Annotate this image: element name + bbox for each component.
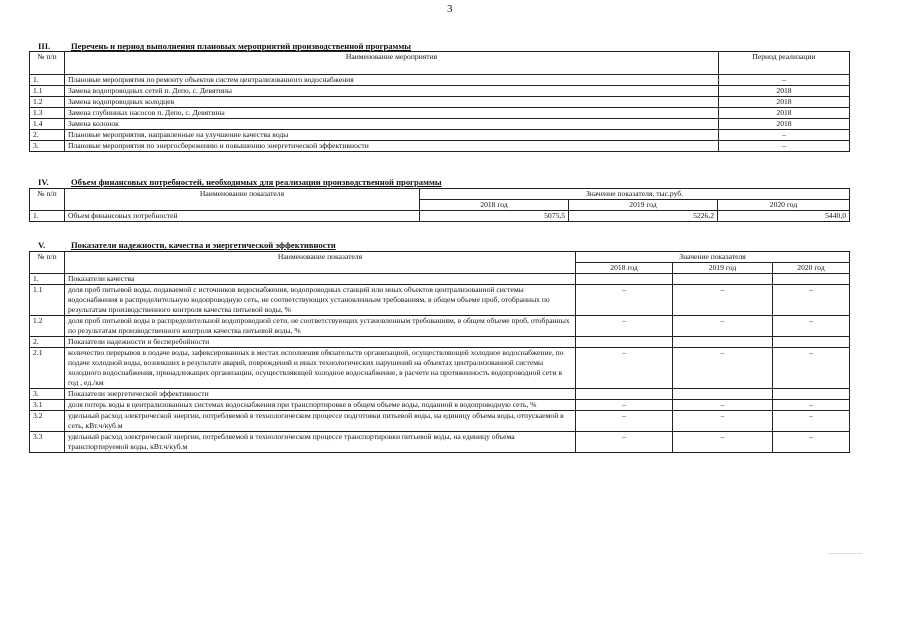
value-2020: – xyxy=(773,400,850,411)
indicator-name: удельный расход электрической энергии, потребляемой в технологическом процессе транспортировки питьевой воды, на единицу объема транспортируемой воды, кВт.ч/куб.м xyxy=(65,432,576,453)
value-2018 xyxy=(576,274,673,285)
row-number: 1.4 xyxy=(30,119,65,130)
value-2019: – xyxy=(673,316,773,337)
period-value: – xyxy=(719,141,850,152)
value-2018: – xyxy=(576,432,673,453)
header-2019: 2019 год xyxy=(673,263,773,274)
table-row xyxy=(30,108,850,119)
section4-title xyxy=(38,177,442,187)
table-row xyxy=(30,130,850,141)
plan-measures-table xyxy=(29,51,850,152)
table-row xyxy=(30,86,850,97)
value-2018: – xyxy=(576,348,673,389)
measure-name: Плановые мероприятия, направленные на улучшение качества воды xyxy=(65,130,719,141)
indicator-name: Показатели качества xyxy=(65,274,576,285)
period-value: 2018 xyxy=(719,97,850,108)
row-number: 1. xyxy=(30,274,65,285)
value-2019: – xyxy=(673,285,773,316)
row-number: 1.1 xyxy=(30,86,65,97)
table-header-row xyxy=(30,52,850,75)
value-2019 xyxy=(673,274,773,285)
measure-name: Плановые мероприятия по энергосбережению и повышению энергетической эффективности xyxy=(65,141,719,152)
table-row xyxy=(30,432,850,453)
row-number: 2. xyxy=(30,337,65,348)
section4-number: IV. xyxy=(38,177,49,187)
value-2019: – xyxy=(673,432,773,453)
header-2018: 2018 год xyxy=(576,263,673,274)
table-row xyxy=(30,389,850,400)
header-period: Период реализации xyxy=(719,52,850,75)
period-value: 2018 xyxy=(719,119,850,130)
value-2020: – xyxy=(773,285,850,316)
table-row xyxy=(30,316,850,337)
period-value: – xyxy=(719,75,850,86)
row-number: 3. xyxy=(30,389,65,400)
value-2020: – xyxy=(773,432,850,453)
table-row xyxy=(30,337,850,348)
table-row xyxy=(30,97,850,108)
indicator-name: доля проб питьевой воды, подаваемой с источников водоснабжения, водопроводных станций или иных объектов централизованной системы водоснабжения в распределительную водопроводную сеть, не соответствующих установленным требованиям, в общем объеме проб, отобранных по результатам производственного контроля качества питьевой воды, % xyxy=(65,285,576,316)
value-2018: – xyxy=(576,411,673,432)
value-2019 xyxy=(673,389,773,400)
row-number: 3.3 xyxy=(30,432,65,453)
header-value: Значение показателя xyxy=(576,252,850,263)
measure-name: Замена глубинных насосов п. Депо, с. Девятины xyxy=(65,108,719,119)
header-num: № п/п xyxy=(30,252,65,274)
value-2018 xyxy=(576,389,673,400)
row-number: 1.3 xyxy=(30,108,65,119)
value-2018: 5075,5 xyxy=(420,211,569,222)
header-name: Наименование показателя xyxy=(65,252,576,274)
header-2018: 2018 год xyxy=(420,200,569,211)
header-2020: 2020 год xyxy=(773,263,850,274)
indicator-name: Объем финансовых потребностей xyxy=(65,211,420,222)
section3-title xyxy=(38,41,411,51)
table-row xyxy=(30,348,850,389)
indicator-name: количество перерывов в подаче воды, зафиксированных в местах исполнения обязательств организацией, осуществляющей холодное водоснабжение, по подаче холодной воды, возникших в результате аварий, повреждений и иных технологических нарушений на объектах централизованной системы холодного водоснабжения, принадлежащих организации, осуществляющей холодное водоснабжение, в расчете на протяженность водопроводной сети в год , ед./км xyxy=(65,348,576,389)
measure-name: Замена колонок xyxy=(65,119,719,130)
row-number: 3. xyxy=(30,141,65,152)
value-2018: – xyxy=(576,400,673,411)
table-header-row xyxy=(30,252,850,263)
table-row xyxy=(30,211,850,222)
indicators-table xyxy=(29,251,850,453)
page-number: 3 xyxy=(447,3,453,15)
section5-title-text: Показатели надежности, качества и энергетической эффективности xyxy=(71,240,336,250)
header-num: № п/п xyxy=(30,52,65,75)
row-number: 3.1 xyxy=(30,400,65,411)
value-2020: 5440,0 xyxy=(718,211,850,222)
value-2020: – xyxy=(773,411,850,432)
table-row xyxy=(30,119,850,130)
table-header-row xyxy=(30,189,850,200)
section5-title xyxy=(38,240,336,250)
value-2019: – xyxy=(673,400,773,411)
header-name: Наименование мероприятия xyxy=(65,52,719,75)
row-number: 2.1 xyxy=(30,348,65,389)
indicator-name: Показатели энергетической эффективности xyxy=(65,389,576,400)
measure-name: Замена водопроводных колодцев xyxy=(65,97,719,108)
table-row xyxy=(30,75,850,86)
section5-number: V. xyxy=(38,240,46,250)
financial-needs-table xyxy=(29,188,850,222)
value-2019: 5226,2 xyxy=(569,211,718,222)
header-value: Значение показателя, тыс.руб. xyxy=(420,189,850,200)
section3-title-text: Перечень и период выполнения плановых мероприятий производственной программы xyxy=(71,41,411,51)
table-row xyxy=(30,411,850,432)
indicator-name: удельный расход электрической энергии, потребляемой в технологическом процессе подготовки питьевой воды, на единицу объема воды, отпускаемой в сеть, кВт.ч/куб.м xyxy=(65,411,576,432)
table-row xyxy=(30,141,850,152)
value-2018: – xyxy=(576,285,673,316)
table-row xyxy=(30,400,850,411)
value-2019: – xyxy=(673,411,773,432)
value-2019: – xyxy=(673,348,773,389)
value-2019 xyxy=(673,337,773,348)
table-row xyxy=(30,285,850,316)
scan-artifact xyxy=(828,553,862,554)
header-2020: 2020 год xyxy=(718,200,850,211)
table-row xyxy=(30,274,850,285)
section3-number: III. xyxy=(38,41,51,51)
period-value: 2018 xyxy=(719,108,850,119)
row-number: 1.1 xyxy=(30,285,65,316)
measure-name: Плановые мероприятия по ремонту объектов систем централизованного водоснабжения xyxy=(65,75,719,86)
value-2018 xyxy=(576,337,673,348)
header-num: № п/п xyxy=(30,189,65,211)
value-2020 xyxy=(773,389,850,400)
indicator-name: Показатели надежности и бесперебойности xyxy=(65,337,576,348)
header-name: Наименование показателя xyxy=(65,189,420,211)
row-number: 1. xyxy=(30,211,65,222)
value-2020: – xyxy=(773,316,850,337)
value-2018: – xyxy=(576,316,673,337)
indicator-name: доля проб питьевой воды в распределительной водопроводной сети, не соответствующих установленным требованиям, в общем объеме проб, отобранных по результатам производственного контроля качества питьевой воды, % xyxy=(65,316,576,337)
measure-name: Замена водопроводных сетей п. Депо, с. Девятины xyxy=(65,86,719,97)
row-number: 3.2 xyxy=(30,411,65,432)
indicator-name: доля потерь воды в централизованных системах водоснабжения при транспортировке в общем объеме воды, поданной в водопроводную сеть, % xyxy=(65,400,576,411)
row-number: 1.2 xyxy=(30,97,65,108)
row-number: 1.2 xyxy=(30,316,65,337)
value-2020 xyxy=(773,274,850,285)
row-number: 2. xyxy=(30,130,65,141)
row-number: 1. xyxy=(30,75,65,86)
header-2019: 2019 год xyxy=(569,200,718,211)
value-2020 xyxy=(773,337,850,348)
period-value: 2018 xyxy=(719,86,850,97)
value-2020: – xyxy=(773,348,850,389)
section4-title-text: Объем финансовых потребностей, необходимых для реализации производственной программы xyxy=(71,177,442,187)
period-value: – xyxy=(719,130,850,141)
